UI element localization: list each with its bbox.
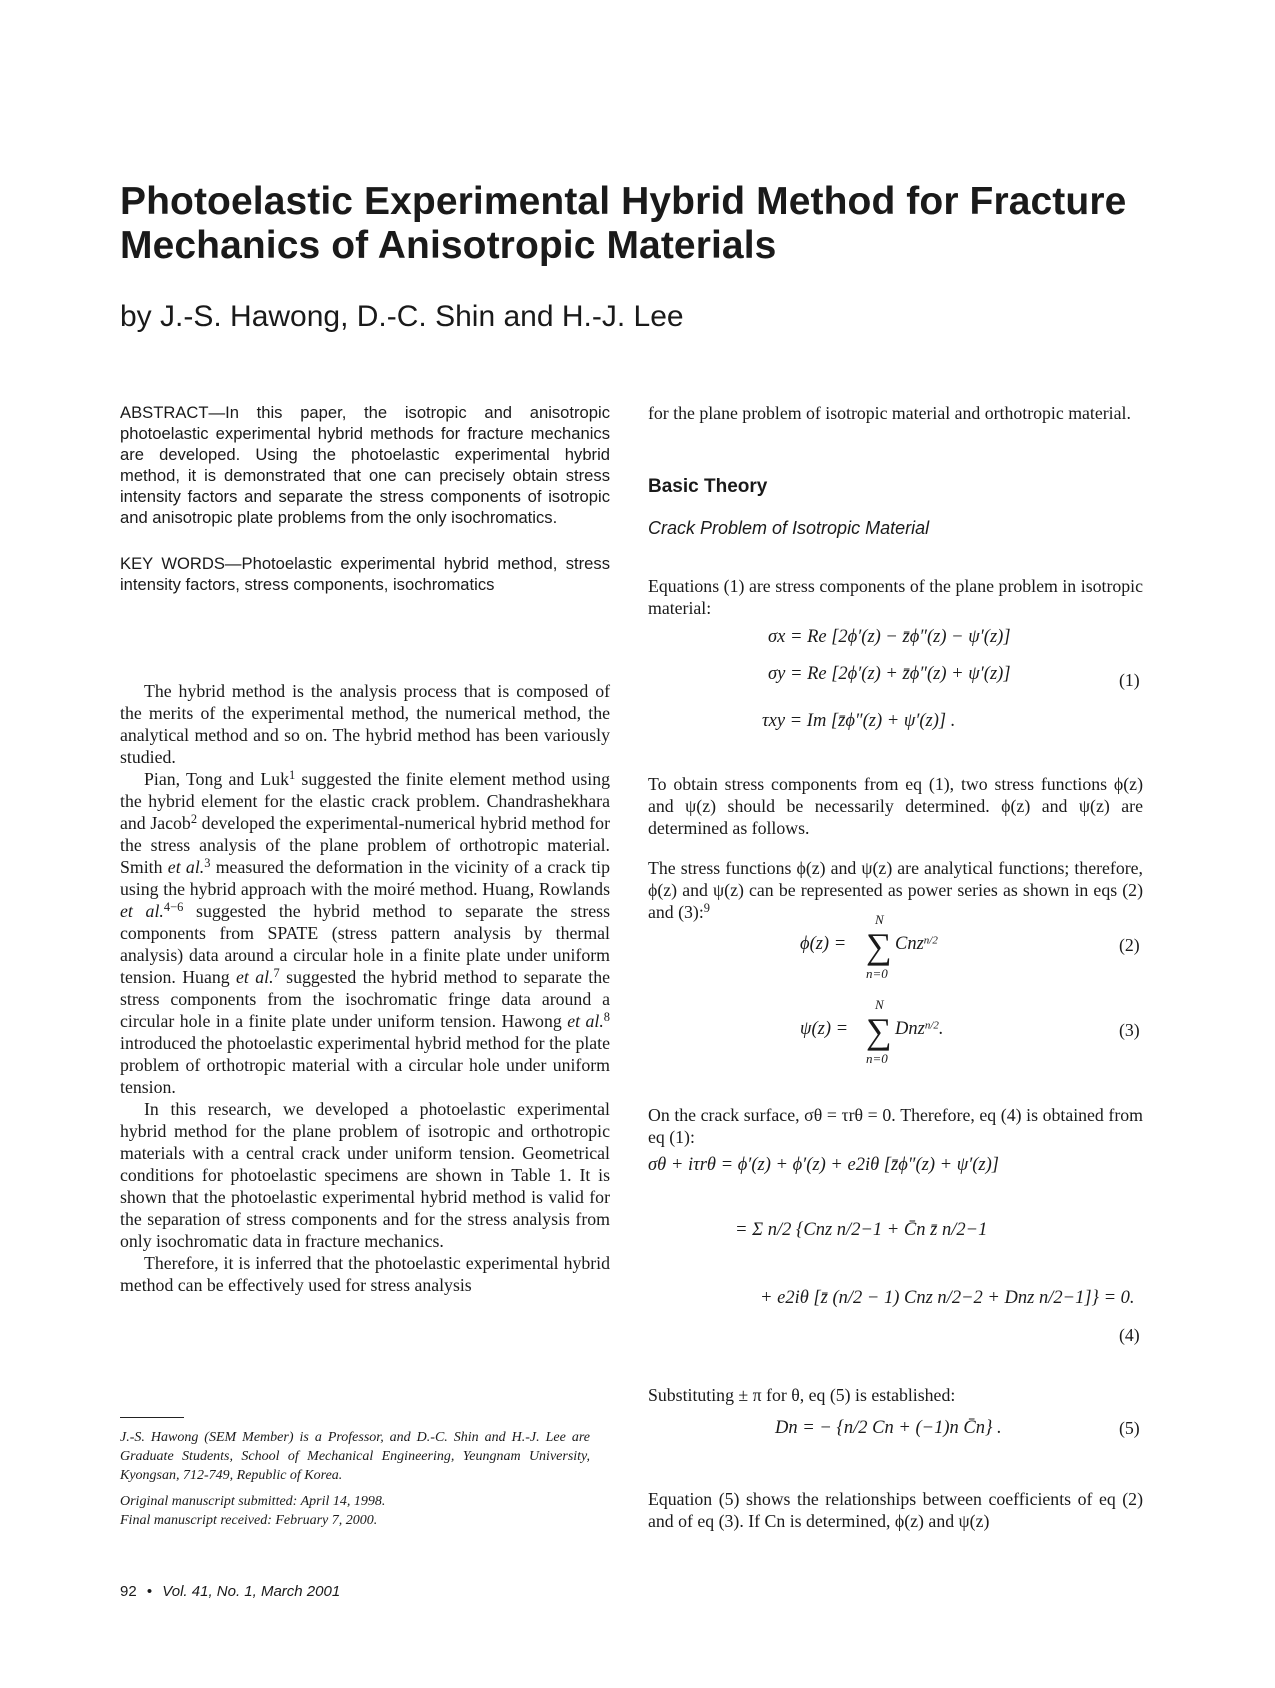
continued-text: for the plane problem of isotropic material and orthotropic material. <box>648 403 1131 423</box>
equation-3-number: (3) <box>1119 1020 1140 1040</box>
paragraph-equation-1: Equations (1) are stress components of the plane problem in isotropic material: <box>648 575 1143 618</box>
intro-paragraph-4: Therefore, it is inferred that the photoelastic experimental hybrid method can be effectively used for stress analysis <box>120 1253 610 1295</box>
author-affiliation: J.-S. Hawong (SEM Member) is a Professor, and D.-C. Shin and H.-J. Lee are Graduate Students, School of Mechanical Engineering, Yeungnam University, Kyongsan, 712-749, Republic of Korea. <box>120 1430 590 1483</box>
equation-1-line-2: σy = Re [2ϕ′(z) + z̄ϕ″(z) + ψ′(z)] <box>768 664 1011 684</box>
intro-paragraph-1: The hybrid method is the analysis process that is composed of the merits of the experimental method, the numerical method, the analytical method and so on. The hybrid method has been variously studied. <box>120 681 610 767</box>
equation-3: ψ(z) = N ∑ n=0 Dnz$^{n/2}$. <box>800 997 944 1066</box>
equation-4-line-1: σθ + iτrθ = ϕ′(z) + ϕ′(z) + e2iθ [z̄ϕ″(z) + ψ′(z)] <box>648 1155 999 1175</box>
submitted-date: Original manuscript submitted: April 14, 1998. <box>120 1494 386 1509</box>
introduction-text <box>120 680 610 1296</box>
paragraph-stress-functions: To obtain stress components from eq (1), two stress functions ϕ(z) and ψ(z) should be necessarily determined. ϕ(z) and ψ(z) are determined as follows. The stress functions ϕ(z) and ψ(z) are analytical functions; therefore, ϕ(z) and ψ(z) can be represented as power series as shown in eqs (2) and (3):$^9$ <box>648 773 1143 922</box>
equation-1-line-1: σx = Re [2ϕ′(z) − z̄ϕ″(z) − ψ′(z)] <box>768 627 1011 647</box>
subsection-heading-crack-problem: Crack Problem of Isotropic Material <box>648 518 930 538</box>
equation-1-number: (1) <box>1119 670 1140 690</box>
key-words: KEY WORDS—Photoelastic experimental hybrid method, stress intensity factors, stress components, isochromatics <box>120 554 610 594</box>
equation-4-line-3: + e2iθ [z̄ (n/2 − 1) Cnz n/2−2 + Dnz n/2−1]} = 0. <box>760 1288 1135 1308</box>
abstract: ABSTRACT—In this paper, the isotropic and anisotropic photoelastic experimental hybrid methods for fracture mechanics are developed. Using the photoelastic experimental hybrid method, it is demonstrated that one can precisely obtain stress intensity factors and separate the stress components of isotropic and anisotropic plate problems from the only isochromatics. <box>120 403 610 527</box>
section-heading-basic-theory: Basic Theory <box>648 476 768 497</box>
equation-5: Dn = − {n/2 Cn + (−1)n C̄n} . <box>775 1418 1002 1438</box>
received-date: Final manuscript received: February 7, 2000. <box>120 1513 378 1528</box>
author-footnote <box>120 1428 590 1530</box>
equation-1-line-3: τxy = Im [z̄ϕ″(z) + ψ′(z)] . <box>762 711 956 731</box>
paragraph-relationships: Equation (5) shows the relationships between coefficients of eq (2) and of eq (3). If Cn is determined, ϕ(z) and ψ(z) <box>648 1488 1143 1531</box>
journal-volume: Vol. 41, No. 1, March 2001 <box>162 1583 341 1600</box>
page-footer <box>120 1583 340 1600</box>
intro-paragraph-3: In this research, we developed a photoelastic experimental hybrid method for the plane problem of isotropic and orthotropic materials with a central crack under uniform tension. Geometrical conditions for photoelastic specimens are shown in Table 1. It is shown that the photoelastic experimental hybrid method is valid for the separation of stress components and for the stress analysis from only isochromatic data in fracture mechanics. <box>120 1099 610 1251</box>
equation-4-number: (4) <box>1119 1325 1140 1345</box>
equation-2: ϕ(z) = N ∑ n=0 Cnz$^{n/2}$ <box>800 912 938 981</box>
intro-paragraph-2: Pian, Tong and Luk$^1$ suggested the finite element method using the hybrid element for the elastic crack problem. Chandrashekhara and Jacob$^2$ developed the experimental-numerical hybrid method for the stress analysis of the plane problem of orthotropic material. Smith et al.$^3$ measured the deformation in the vicinity of a crack tip using the hybrid approach with the moiré method. Huang, Rowlands et al.$^{4-6}$ suggested the hybrid method to separate the stress components from SPATE (stress pattern analysis by thermal analysis) data around a circular hole in a finite plate under uniform tension. Huang et al.$^7$ suggested the hybrid method to separate the stress components from the isochromatic fringe data around a circular hole in a finite plate under uniform tension. Hawong et al.$^8$ introduced the photoelastic experimental hybrid method for the plate problem of orthotropic material with a circular hole under uniform tension. <box>120 767 610 1097</box>
author-byline: by J.-S. Hawong, D.-C. Shin and H.-J. Lee <box>120 300 684 333</box>
equation-4-line-2: = Σ n/2 {Cnz n/2−1 + C̄n z̄ n/2−1 <box>735 1220 988 1240</box>
equation-2-number: (2) <box>1119 935 1140 955</box>
paper-title: Photoelastic Experimental Hybrid Method for Fracture Mechanics of Anisotropic Materials <box>120 180 1127 267</box>
paragraph-crack-surface: On the crack surface, σθ = τrθ = 0. Therefore, eq (4) is obtained from eq (1): <box>648 1104 1143 1147</box>
page-number: 92 <box>120 1583 137 1600</box>
paragraph-substituting: Substituting ± π for θ, eq (5) is established: <box>648 1384 956 1405</box>
footnote-rule <box>120 1417 184 1418</box>
equation-5-number: (5) <box>1119 1418 1140 1438</box>
footer-bullet: • <box>146 1583 153 1600</box>
